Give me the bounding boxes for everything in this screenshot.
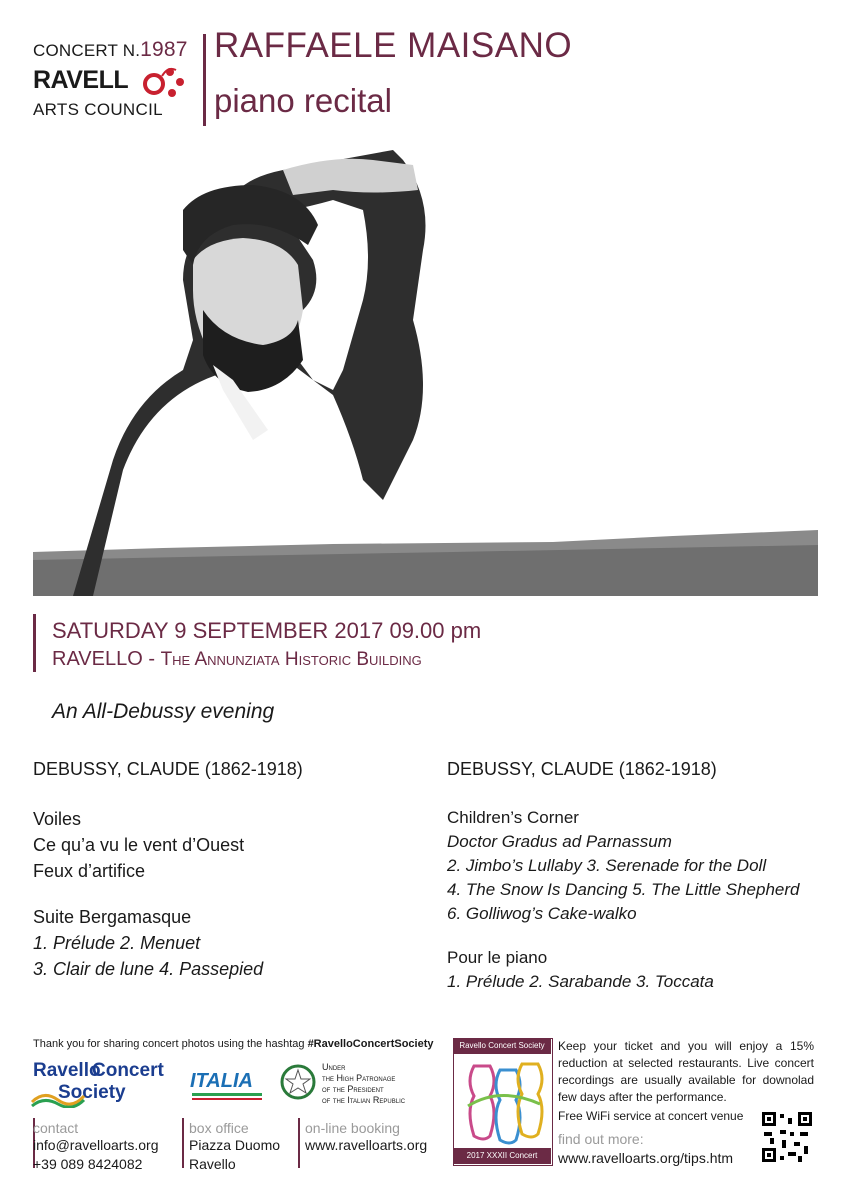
season-badge-footer: 2017 XXXII Concert Season (453, 1148, 551, 1164)
contact-email[interactable]: info@ravelloarts.org (33, 1137, 159, 1153)
programme-right-column (447, 756, 837, 994)
patronage-text (322, 1062, 452, 1106)
concert-label (33, 38, 188, 62)
date-divider (33, 614, 36, 672)
ravello-logo-mark-icon (140, 62, 192, 102)
wifi-info: Free WiFi service at concert venue (558, 1109, 744, 1123)
programme-piece: Feux d’artifice (33, 861, 146, 881)
find-more-label: find out more: (558, 1131, 644, 1147)
programme-piece: Ce qu’a vu le vent d’Ouest (33, 835, 245, 855)
contact-label: contact (33, 1120, 79, 1136)
violins-icon (460, 1056, 544, 1146)
contact-block (33, 1120, 159, 1174)
programme-left-column (33, 756, 423, 982)
online-booking-link[interactable]: www.ravelloarts.org (305, 1137, 428, 1153)
contact-phone[interactable]: +39 089 8424082 (33, 1156, 143, 1172)
patronage-line: of the Italian Republic (322, 1095, 406, 1105)
logo-arts-council: ARTS COUNCIL (33, 100, 163, 119)
spacer (447, 926, 837, 946)
work-title: Pour le piano (447, 948, 548, 967)
concert-label-text: CONCERT N. (33, 41, 141, 60)
header-divider (203, 34, 206, 126)
performer-name: RAFFAELE MAISANO (214, 26, 573, 65)
patronage-line: of the President (322, 1084, 384, 1094)
programme-piece: Voiles (33, 809, 82, 829)
rcs-wave-icon (30, 1088, 86, 1108)
rcs-logo-society: Society (58, 1082, 126, 1103)
footer-divider-online (298, 1118, 300, 1168)
italia-logo-icon (188, 1065, 268, 1105)
box-office-city: Ravello (189, 1156, 236, 1172)
event-type: piano recital (214, 82, 392, 119)
composer-heading: DEBUSSY, CLAUDE (1862-1918) (33, 759, 303, 779)
event-tagline: An All-Debussy evening (52, 700, 275, 723)
box-office-address: Piazza Duomo (189, 1137, 281, 1153)
work-title: Children’s Corner (447, 808, 579, 827)
patronage-line: Under (322, 1062, 346, 1072)
qr-code-icon[interactable] (760, 1110, 814, 1164)
work-movement: 6. Golliwog’s Cake-walko (447, 904, 637, 923)
ticket-info: Keep your ticket and you will enjoy a 15% reduction at selected restaurants. Live concert recordings are usually available for downolad few days after the performance. (558, 1039, 814, 1104)
performer-photo (33, 140, 818, 596)
patronage-line: the High Patronage (322, 1073, 396, 1083)
event-date-time: SATURDAY 9 SEPTEMBER 2017 09.00 pm (52, 618, 482, 643)
hashtag-intro: Thank you for sharing concert photos using the hashtag (33, 1038, 308, 1050)
season-badge-title: Ravello Concert Society (453, 1038, 551, 1054)
event-venue (52, 648, 422, 671)
italian-republic-emblem-icon (280, 1062, 316, 1102)
online-booking-block (305, 1120, 427, 1155)
composer-heading: DEBUSSY, CLAUDE (1862-1918) (447, 759, 717, 779)
tips-link[interactable]: www.ravelloarts.org/tips.htm (558, 1150, 734, 1166)
work-movement: 2. Jimbo’s Lullaby 3. Serenade for the Doll (447, 856, 767, 875)
hashtag-line (33, 1038, 434, 1050)
footer-divider-box (182, 1118, 184, 1168)
venue-name: The Annunziata Historic Building (160, 649, 422, 670)
suite-movements: 3. Clair de lune 4. Passepied (33, 959, 264, 979)
work-movement: 4. The Snow Is Dancing 5. The Little Shepherd (447, 880, 800, 899)
hashtag[interactable]: #RavelloConcertSociety (307, 1038, 434, 1050)
box-office-block (189, 1120, 280, 1174)
online-booking-label: on-line booking (305, 1120, 400, 1136)
rcs-logo-concert: Concert (92, 1060, 164, 1081)
rcs-logo-ravello: Ravello (33, 1060, 101, 1081)
suite-movements: 1. Prélude 2. Menuet (33, 933, 201, 953)
suite-title: Suite Bergamasque (33, 907, 192, 927)
box-office-label: box office (189, 1120, 249, 1136)
spacer (33, 884, 423, 904)
logo-ravello-text: RAVELL (33, 66, 129, 94)
work-movement: 1. Prélude 2. Sarabande 3. Toccata (447, 972, 714, 991)
concert-number: 1987 (140, 38, 188, 61)
ravello-arts-logo (33, 66, 128, 95)
svg-text:ITALIA: ITALIA (190, 1070, 253, 1092)
venue-city: RAVELLO - (52, 648, 161, 670)
work-movement: Doctor Gradus ad Parnassum (447, 832, 672, 851)
